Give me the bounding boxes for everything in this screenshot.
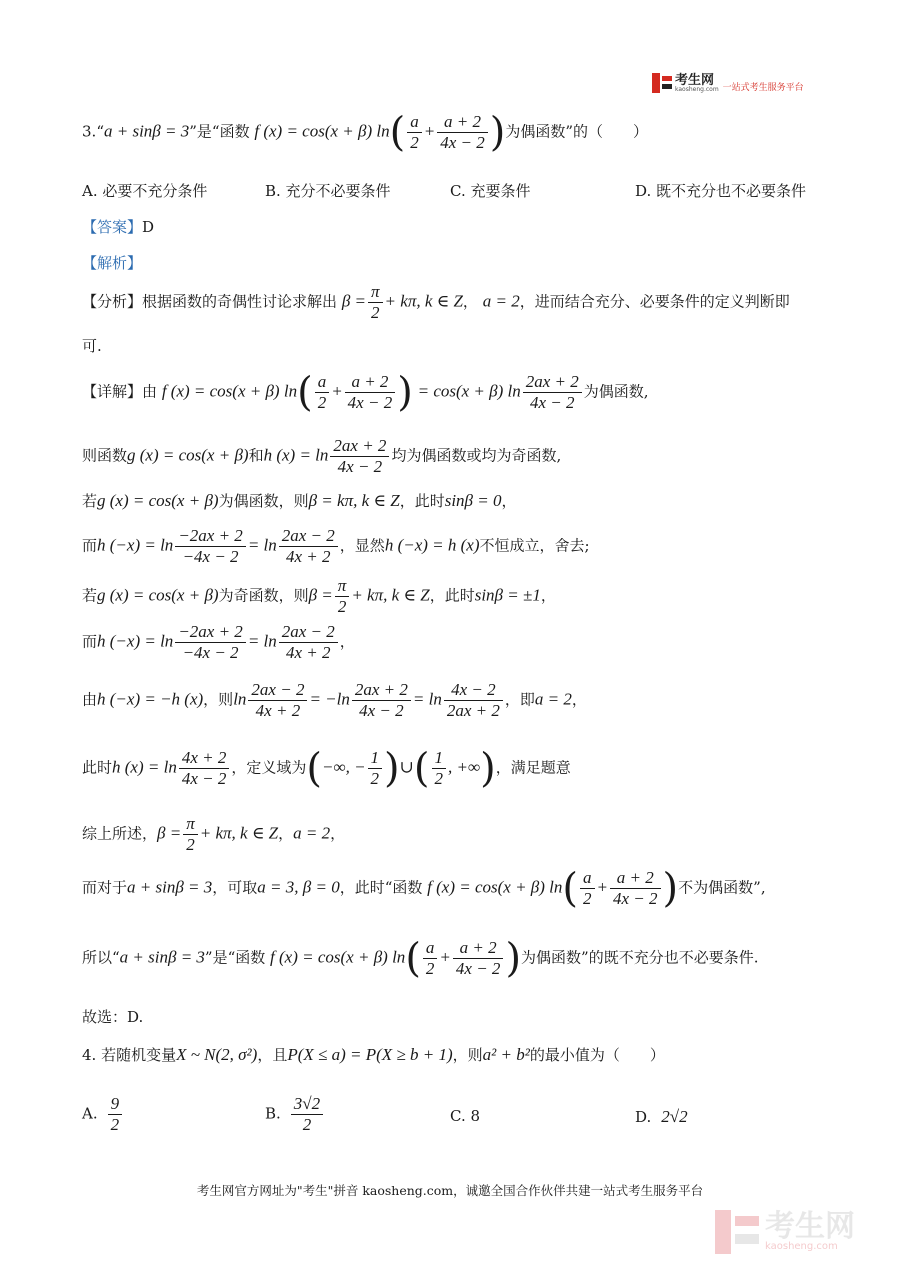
- detail-line-6: 而h (−x) = ln $\frac{-2ax + 2}{-4x - 2}$ = ln $\frac{2ax - 2}{4x + 2}$ ，: [82, 622, 355, 662]
- q3-option-d: D. 既不充分也不必要条件: [635, 182, 807, 200]
- logo-icon: [652, 73, 672, 93]
- q4-option-a: A. $\frac{9}{2}$: [82, 1094, 124, 1135]
- q4-option-b: B. $\frac{3√2}{2}$: [265, 1094, 325, 1135]
- header-logo: [652, 73, 804, 93]
- q3-option-c: C. 充要条件: [450, 182, 531, 200]
- detail-line-4: 而h (−x) = ln $\frac{-2ax + 2}{-4x - 2}$ = ln $\frac{2ax - 2}{4x + 2}$ ，显然h (−x) = h (x)不恒成立，舍去;: [82, 526, 590, 566]
- q3-stem: 3.“a + sinβ = 3”是“函数 f (x) = cos(x + β) ln( $\frac{a}{2}$ + $\frac{a + 2}{4x - 2}$ )为偶函数”的（ ）: [82, 109, 649, 156]
- footer-text: 考生网官方网址为"考生"拼音 kaosheng.com，诚邀全国合作伙伴共建一站式考生服务平台: [196, 1183, 704, 1198]
- q4-option-c: C. 8: [450, 1107, 481, 1125]
- detail-line-2: 则函数g (x) = cos(x + β)和h (x) = ln $\frac{2ax + 2}{4x - 2}$ 均为偶函数或均为奇函数,: [82, 436, 562, 476]
- watermark-domain: kaosheng.com: [765, 1241, 838, 1252]
- q3-conclusion: 故选：D.: [82, 1008, 144, 1026]
- watermark: [715, 1210, 855, 1254]
- q4-stem: 4. 若随机变量X ~ N(2, σ²)，且P(X ≤ a) = P(X ≥ b + 1)，则a² + b²的最小值为（ ）: [82, 1045, 665, 1064]
- q3-fenxi-end: 可.: [82, 337, 102, 355]
- q3-analysis-label: 【解析】: [82, 254, 143, 272]
- detail-line-11: 所以“a + sinβ = 3”是“函数 f (x) = cos(x + β) ln( $\frac{a}{2}$ + $\frac{a + 2}{4x - 2}$ )为偶函数”的既不充分也不必要条件.: [82, 935, 759, 982]
- q3-answer: 【答案】D: [82, 218, 155, 236]
- detail-line-3: 若g (x) = cos(x + β)为偶函数，则β = kπ, k ∈ Z，此时sinβ = 0，: [82, 491, 517, 510]
- detail-line-8: 此时h (x) = ln $\frac{4x + 2}{4x - 2}$ ，定义域为(−∞, − $\frac{1}{2}$ )∪( $\frac{1}{2}$ , +∞)，满足题意: [82, 745, 571, 792]
- detail-line-10: 而对于a + sinβ = 3，可取a = 3, β = 0，此时“函数 f (x) = cos(x + β) ln( $\frac{a}{2}$ + $\frac{a + 2}{4x - 2}$ )不为偶函数”,: [82, 865, 766, 912]
- q3-fenxi: 【分析】根据函数的奇偶性讨论求解出 β = $\frac{\pi}{2}$ + kπ, k ∈ Z， a = 2，进而结合充分、必要条件的定义判断即: [82, 282, 790, 322]
- watermark-name: 考生网: [765, 1209, 855, 1244]
- detail-line-7: 由h (−x) = −h (x)，则ln $\frac{2ax - 2}{4x + 2}$ = −ln $\frac{2ax + 2}{4x - 2}$ = ln $\frac{4x - 2}{2ax + 2}$ ，即a = 2，: [82, 680, 587, 720]
- q4-option-d: D. 2√2: [635, 1107, 688, 1126]
- detail-line-9: 综上所述，β = $\frac{\pi}{2}$ + kπ, k ∈ Z，a = 2，: [82, 814, 346, 854]
- logo-name: 考生网: [675, 72, 715, 88]
- detail-line-5: 若g (x) = cos(x + β)为奇函数，则β = $\frac{\pi}{2}$ + kπ, k ∈ Z，此时sinβ = ±1，: [82, 576, 556, 616]
- q3-option-b: B. 充分不必要条件: [265, 182, 391, 200]
- detail-line-1: 【详解】由 f (x) = cos(x + β) ln( $\frac{a}{2}$ + $\frac{a + 2}{4x - 2}$ ) = cos(x + β) ln $\frac{2ax + 2}{4x - 2}$ 为偶函数,: [82, 369, 649, 416]
- logo-slogan: 一站式考生服务平台: [722, 82, 804, 93]
- watermark-logo-icon: [715, 1210, 759, 1254]
- q3-option-a: A. 必要不充分条件: [82, 182, 208, 200]
- logo-domain: kaosheng.com: [675, 85, 719, 93]
